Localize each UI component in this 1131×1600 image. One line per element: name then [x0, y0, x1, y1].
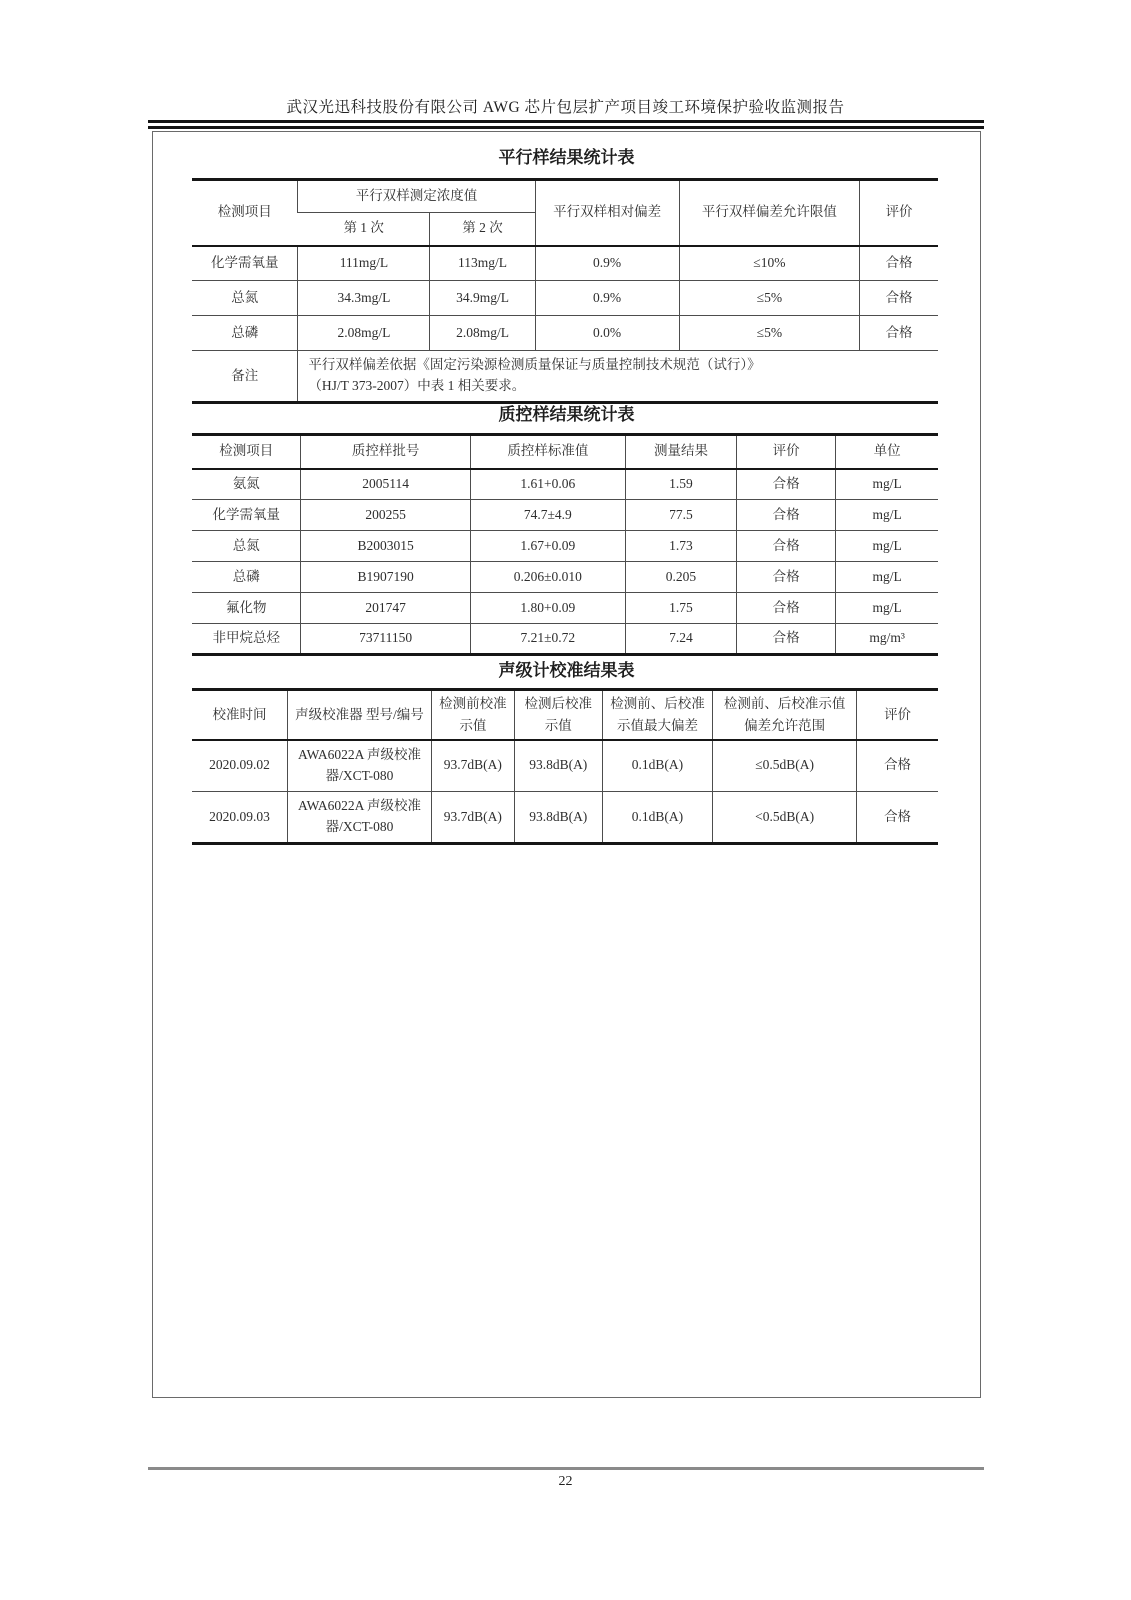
table-cell: 合格	[737, 469, 836, 500]
column-header: 第 1 次	[298, 213, 430, 246]
table-cell: 77.5	[625, 500, 736, 531]
table-cell: 93.7dB(A)	[431, 740, 514, 792]
table-cell: 1.61+0.06	[470, 469, 625, 500]
table-cell: mg/L	[836, 562, 938, 593]
note-line: （HJ/T 373-2007）中表 1 相关要求。	[308, 378, 526, 393]
table-row	[192, 469, 938, 500]
table-cell: ≤10%	[679, 246, 860, 281]
footer-rule	[148, 1467, 984, 1470]
table-cell: 1.67+0.09	[470, 531, 625, 562]
table-cell: 氨氮	[192, 469, 301, 500]
note-content	[298, 351, 938, 403]
table-cell: 化学需氧量	[192, 500, 301, 531]
table2-title: 质控样结果统计表	[498, 405, 635, 424]
table-cell: 93.8dB(A)	[514, 740, 602, 792]
parallel-sample-table	[192, 178, 938, 404]
table-cell: AWA6022A 声级校准器/XCT-080	[287, 740, 431, 792]
column-header: 检测前、后校准示值偏差允许范围	[713, 690, 857, 740]
table-cell: mg/m³	[836, 624, 938, 655]
column-header: 评价	[857, 690, 938, 740]
table-cell: ≤5%	[679, 281, 860, 316]
table-cell: 73711150	[301, 624, 470, 655]
note-label: 备注	[192, 351, 298, 403]
table-cell: 合格	[737, 593, 836, 624]
column-header: 平行双样测定浓度值	[298, 180, 535, 213]
table-row	[192, 593, 938, 624]
table1-title: 平行样结果统计表	[498, 148, 635, 167]
table-cell: 34.9mg/L	[430, 281, 535, 316]
table-cell: 113mg/L	[430, 246, 535, 281]
table-cell: 氟化物	[192, 593, 301, 624]
table-cell: 0.1dB(A)	[602, 792, 712, 844]
table-cell: 合格	[857, 740, 938, 792]
table-cell: 200255	[301, 500, 470, 531]
column-header: 检测后校准示值	[514, 690, 602, 740]
column-header: 检测前、后校准示值最大偏差	[602, 690, 712, 740]
table-cell: 合格	[860, 281, 938, 316]
column-header: 平行双样相对偏差	[535, 180, 679, 246]
column-header: 测量结果	[625, 435, 736, 469]
table-cell: 合格	[860, 246, 938, 281]
table-cell: 2.08mg/L	[430, 316, 535, 351]
table-cell: 合格	[737, 500, 836, 531]
table-cell: 总磷	[192, 316, 298, 351]
content-frame	[152, 131, 981, 1398]
table-cell: 1.80+0.09	[470, 593, 625, 624]
table-cell: 0.1dB(A)	[602, 740, 712, 792]
table-cell: <0.5dB(A)	[713, 792, 857, 844]
table-row	[192, 792, 938, 844]
table-cell: 34.3mg/L	[298, 281, 430, 316]
column-header: 校准时间	[192, 690, 287, 740]
table-cell: 合格	[737, 531, 836, 562]
table-cell: 7.21±0.72	[470, 624, 625, 655]
table-cell: 93.7dB(A)	[431, 792, 514, 844]
table-cell: 2.08mg/L	[298, 316, 430, 351]
table-cell: mg/L	[836, 593, 938, 624]
column-header: 平行双样偏差允许限值	[679, 180, 860, 246]
column-header: 单位	[836, 435, 938, 469]
table3-title: 声级计校准结果表	[498, 661, 635, 680]
table-cell: B2003015	[301, 531, 470, 562]
table-cell: 总氮	[192, 531, 301, 562]
table-row	[192, 246, 938, 281]
table-cell: 总氮	[192, 281, 298, 316]
table-row	[192, 316, 938, 351]
table-cell: 合格	[737, 562, 836, 593]
table-cell: 93.8dB(A)	[514, 792, 602, 844]
table-cell: 111mg/L	[298, 246, 430, 281]
header-double-rule	[148, 120, 984, 129]
table-row	[192, 624, 938, 655]
column-header: 评价	[737, 435, 836, 469]
table-cell: 7.24	[625, 624, 736, 655]
table-cell: 0.9%	[535, 281, 679, 316]
note-line: 平行双样偏差依据《固定污染源检测质量保证与质量控制技术规范（试行）》	[308, 357, 761, 373]
table-cell: 2020.09.03	[192, 792, 287, 844]
column-header: 声级校准器 型号/编号	[287, 690, 431, 740]
sound-level-calibration-table	[192, 688, 938, 845]
table-cell: ≤0.5dB(A)	[713, 740, 857, 792]
table-cell: 2005114	[301, 469, 470, 500]
column-header: 第 2 次	[430, 213, 535, 246]
table-cell: 总磷	[192, 562, 301, 593]
table-cell: 1.73	[625, 531, 736, 562]
table-row	[192, 281, 938, 316]
table-cell: ≤5%	[679, 316, 860, 351]
table-cell: 0.206±0.010	[470, 562, 625, 593]
column-header: 评价	[860, 180, 938, 246]
table-cell: 0.0%	[535, 316, 679, 351]
column-header: 质控样批号	[301, 435, 470, 469]
page-number: 22	[558, 1474, 573, 1489]
table-row	[192, 740, 938, 792]
table-cell: 0.205	[625, 562, 736, 593]
column-header: 质控样标准值	[470, 435, 625, 469]
report-header-title: 武汉光迅科技股份有限公司 AWG 芯片包层扩产项目竣工环境保护验收监测报告	[286, 99, 845, 116]
table-cell: 化学需氧量	[192, 246, 298, 281]
column-header: 检测前校准示值	[431, 690, 514, 740]
column-header: 检测项目	[192, 180, 298, 246]
table-row	[192, 562, 938, 593]
table-cell: 1.59	[625, 469, 736, 500]
table-cell: 74.7±4.9	[470, 500, 625, 531]
table-cell: 0.9%	[535, 246, 679, 281]
qc-sample-table	[192, 433, 938, 656]
table-cell: 2020.09.02	[192, 740, 287, 792]
table-row-note	[192, 351, 938, 403]
table-cell: mg/L	[836, 500, 938, 531]
table-cell: B1907190	[301, 562, 470, 593]
table-row	[192, 500, 938, 531]
table-cell: AWA6022A 声级校准器/XCT-080	[287, 792, 431, 844]
table-cell: 非甲烷总烃	[192, 624, 301, 655]
table-cell: 合格	[857, 792, 938, 844]
table-cell: 1.75	[625, 593, 736, 624]
table-cell: 合格	[860, 316, 938, 351]
table-cell: mg/L	[836, 531, 938, 562]
table-cell: 合格	[737, 624, 836, 655]
table-cell: 201747	[301, 593, 470, 624]
table-row	[192, 531, 938, 562]
column-header: 检测项目	[192, 435, 301, 469]
table-cell: mg/L	[836, 469, 938, 500]
